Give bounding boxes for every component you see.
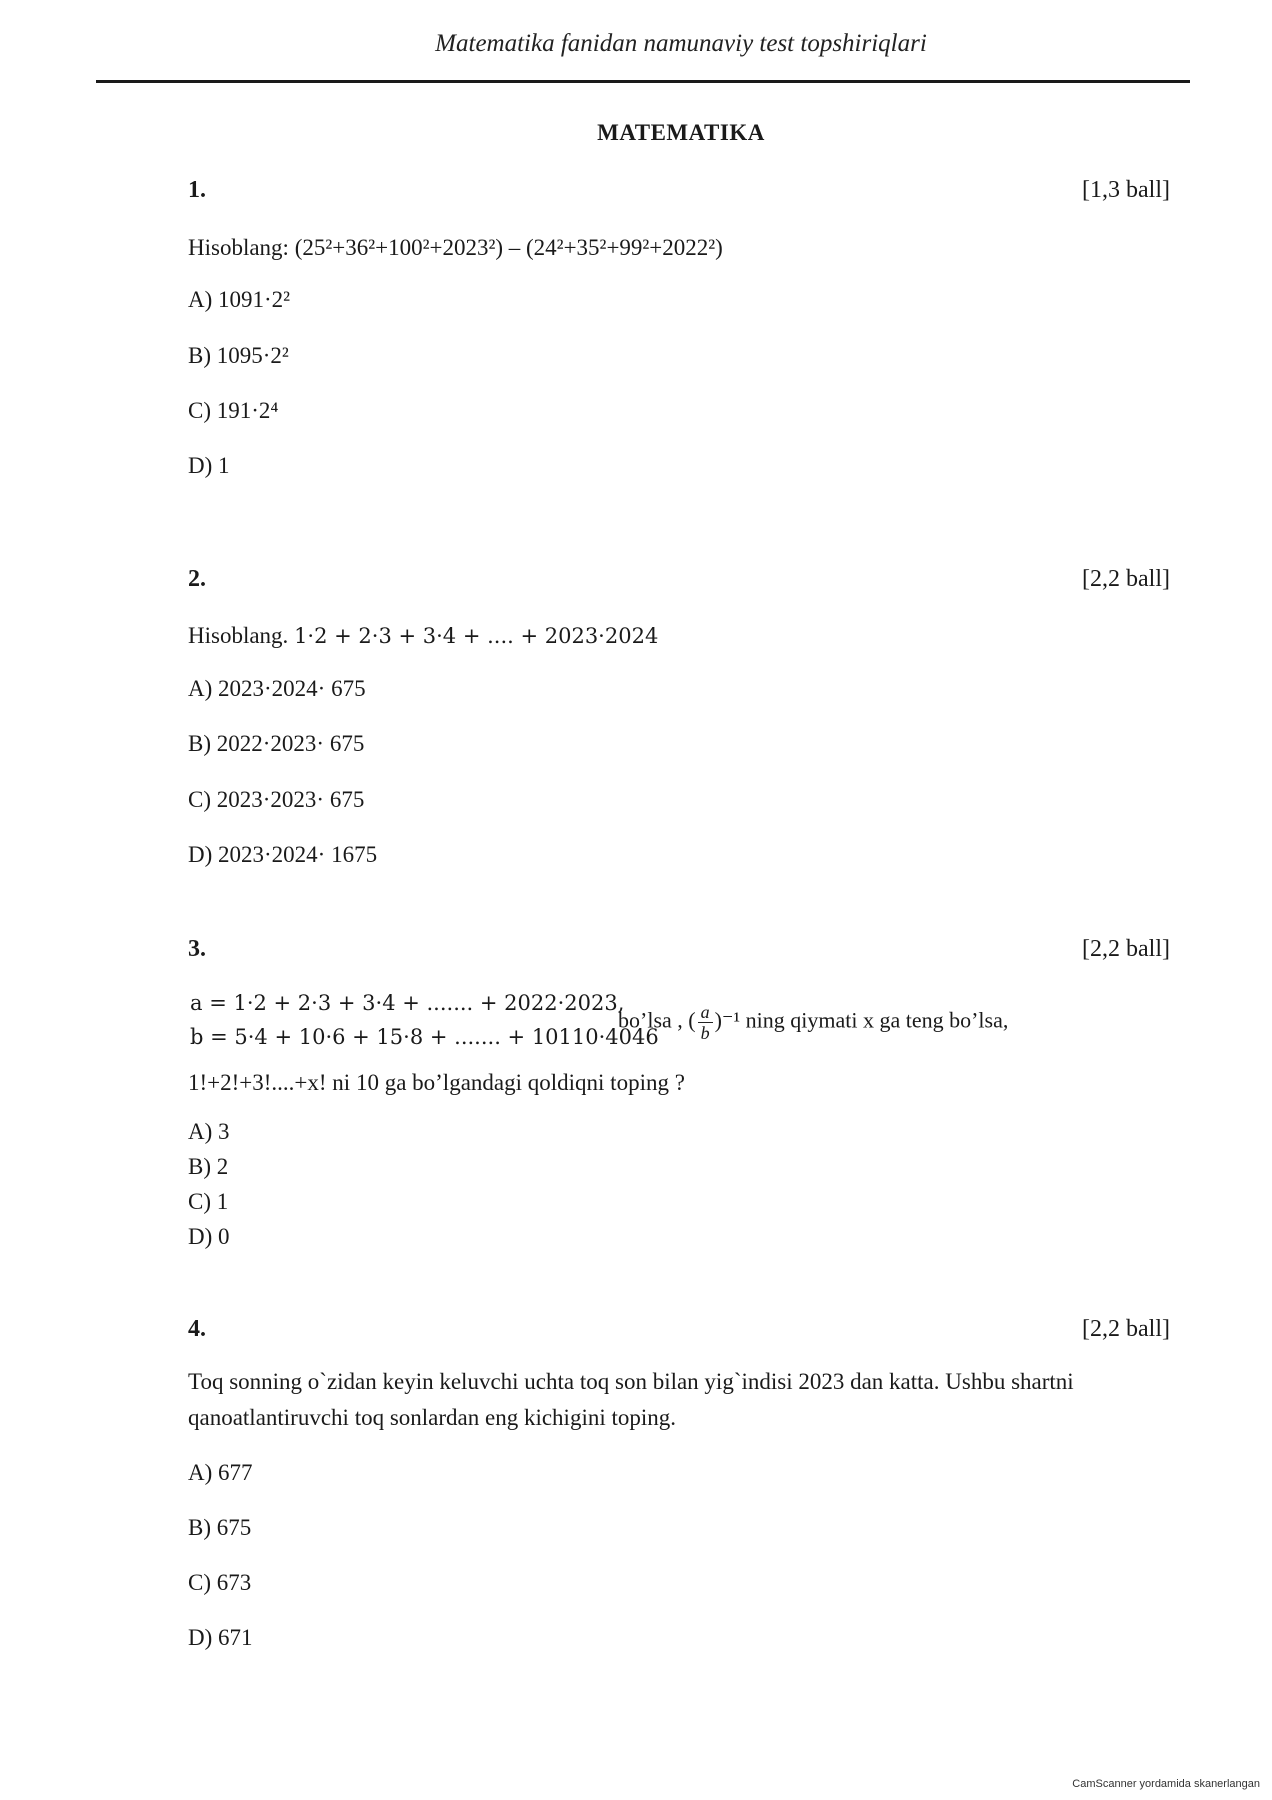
option-a: A) 677 — [188, 1460, 253, 1485]
question-points: [1,3 ball] — [1082, 177, 1170, 203]
prompt-prefix: Hisoblang. — [188, 623, 295, 648]
question-points: [2,2 ball] — [1082, 1316, 1170, 1342]
option-b: B) 675 — [188, 1515, 252, 1540]
fraction-numerator: a — [698, 1002, 713, 1023]
prompt-expression: 1·2 + 2·3 + 3·4 + .... + 2023·2024 — [294, 624, 659, 648]
condition-suffix: )⁻¹ ning qiymati x ga teng bo’lsa, — [714, 1007, 1009, 1033]
header-divider — [96, 80, 1190, 83]
prompt-prefix: Hisoblang: — [188, 235, 295, 260]
option-d: D) 0 — [188, 1224, 230, 1249]
fraction-denominator: b — [700, 1023, 710, 1043]
option-d: D) 2023·2024· 1675 — [188, 842, 378, 867]
question-prompt — [188, 618, 658, 654]
scanner-watermark: CamScanner yordamida skanerlangan — [1072, 1778, 1260, 1790]
option-c: C) 673 — [188, 1570, 252, 1595]
condition-prefix: bo’lsa , ( — [618, 1007, 696, 1033]
condition-text — [618, 1002, 1008, 1043]
option-d: D) 1 — [188, 453, 230, 478]
question-number: 3. — [188, 936, 206, 962]
option-d: D) 671 — [188, 1625, 253, 1650]
question-number: 4. — [188, 1316, 206, 1342]
page-header: Matematika fanidan namunaviy test topshiriqlari — [435, 30, 927, 57]
prompt-expression: (25²+36²+100²+2023²) – (24²+35²+99²+2022²) — [294, 235, 723, 260]
question-number: 2. — [188, 566, 206, 592]
fraction-a-over-b — [698, 1002, 713, 1043]
option-a: A) 2023·2024· 675 — [188, 676, 366, 701]
page-title: MATEMATIKA — [597, 120, 765, 145]
option-b: B) 2 — [188, 1154, 229, 1179]
option-a: A) 1091·2² — [188, 287, 291, 312]
expression-b: b = 5·4 + 10·6 + 15·8 + ....... + 10110·4046 — [190, 1025, 659, 1049]
question-points: [2,2 ball] — [1082, 936, 1170, 962]
question-points: [2,2 ball] — [1082, 566, 1170, 592]
option-c: C) 2023·2023· 675 — [188, 787, 365, 812]
expression-stack — [190, 986, 659, 1054]
option-b: B) 1095·2² — [188, 343, 289, 368]
option-b: B) 2022·2023· 675 — [188, 731, 365, 756]
option-a: A) 3 — [188, 1119, 230, 1144]
question-prompt: Toq sonning o`zidan keyin keluvchi uchta toq son bilan yig`indisi 2023 dan katta. Ushbu shartni qanoatlantiruvchi toq sonlardan eng kichigini toping. — [188, 1369, 1074, 1430]
option-c: C) 191·2⁴ — [188, 398, 279, 423]
question-prompt: 1!+2!+3!....+x! ni 10 ga bo’lgandagi qoldiqni toping ? — [188, 1070, 685, 1095]
question-prompt — [188, 230, 723, 266]
option-c: C) 1 — [188, 1189, 229, 1214]
expression-a: a = 1·2 + 2·3 + 3·4 + ....... + 2022·2023, — [190, 991, 625, 1015]
question-number: 1. — [188, 177, 206, 203]
